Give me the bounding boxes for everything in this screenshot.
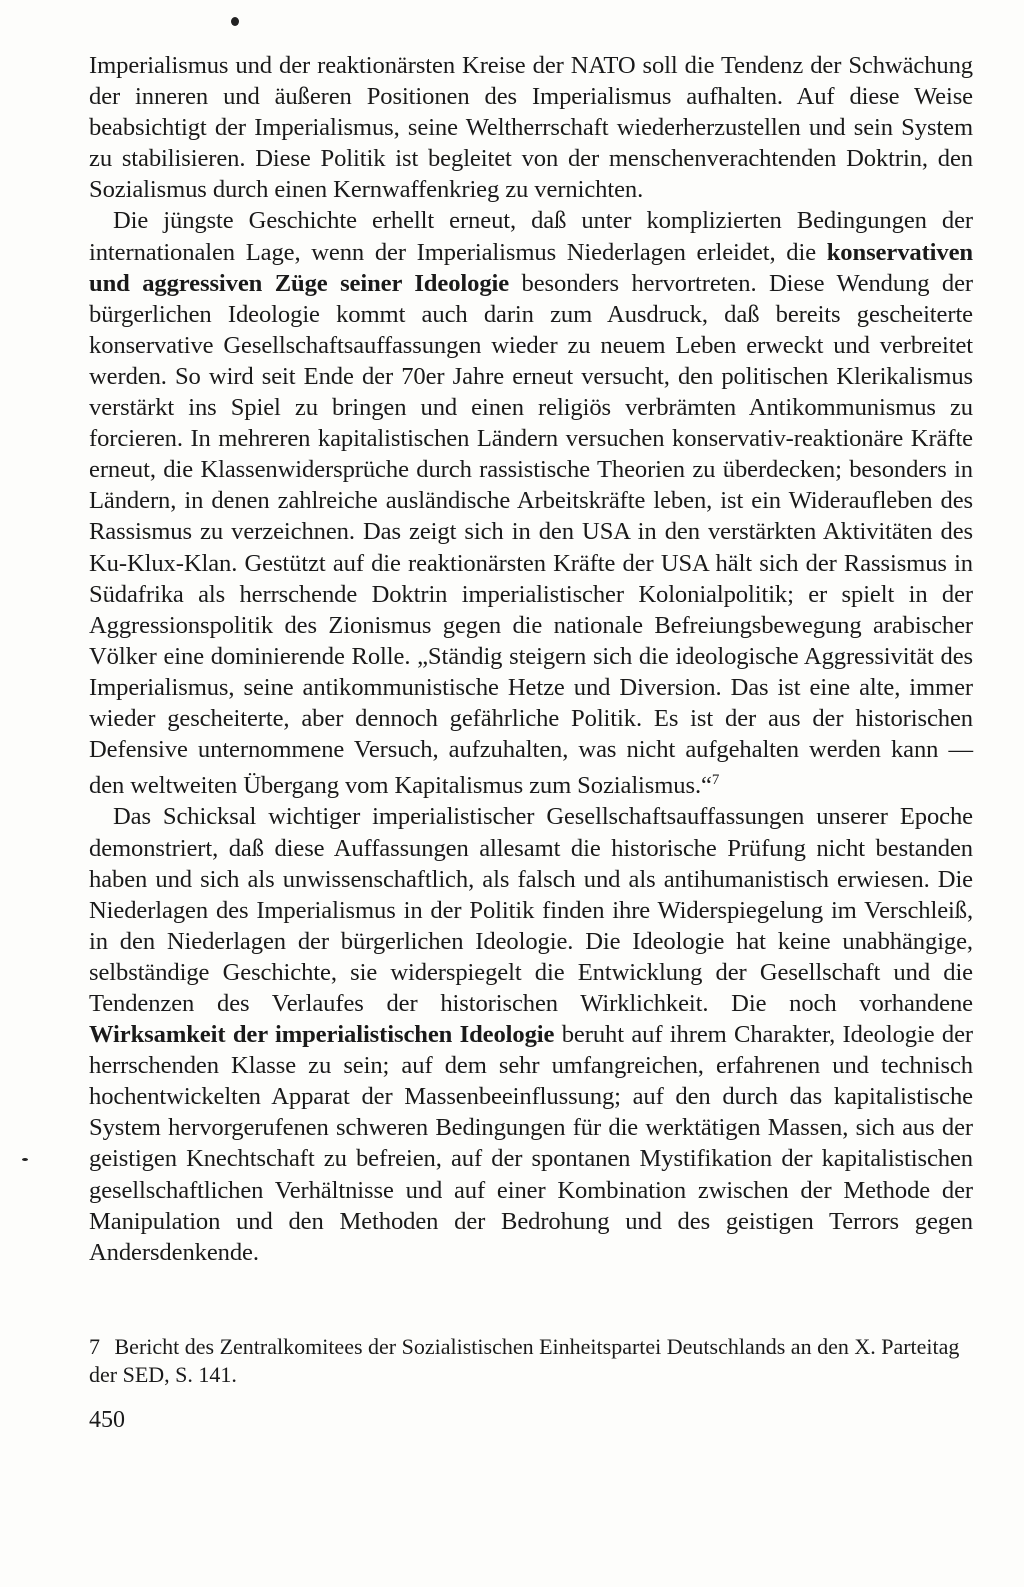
body-text — [89, 50, 973, 1268]
footnote-text: Bericht des Zentralkomitees der Sozialistischen Einheitspartei Deutschlands an den X. Parteitag der SED, S. 141. — [89, 1334, 960, 1387]
paragraph-2-text-a: Die jüngste Geschichte erhellt erneut, daß unter komplizierten Bedingungen der internationalen Lage, wenn der Imperialismus Niederlagen erleidet, die — [89, 207, 973, 266]
footnote-reference: 7 — [711, 772, 720, 789]
emphasis-conservative-aggressive-traits: konservativen und aggressiven Züge seiner Ideologie — [89, 238, 973, 297]
ink-speck — [22, 1158, 28, 1161]
paragraph-3 — [89, 801, 973, 1267]
paragraph-2 — [89, 205, 973, 801]
paragraph-2-text-b: besonders hervortreten. Diese Wendung der bürgerlichen Ideologie kommt auch darin zum Ausdruck, daß bereits gescheiterte konservative Gesellschaftsauffassungen wieder zu neuem Leben erweckt und verbreitet werden. So wird seit Ende der 70er Jahre erneut versucht, den politischen Klerikalismus verstärkt ins Spiel zu bringen und einen religiös verbrämten Antikommunismus zu forcieren. In mehreren kapitalistischen Ländern versuchen konservativ-reaktionäre Kräfte erneut, die Klassenwidersprüche durch rassistische Theorien zu überdecken; besonders in Ländern, in denen zahlreiche ausländische Arbeitskräfte leben, ist ein Wideraufleben des Rassismus zu verzeichnen. Das zeigt sich in den USA in den verstärkten Aktivitäten des Ku-Klux-Klan. Gestützt auf die reaktionärsten Kräfte der USA hält sich der Rassismus in Südafrika als herrschende Doktrin imperialistischer Kolonialpolitik; er spielt in der Aggressionspolitik des Zionismus gegen die nationale Befreiungsbewegung arabischer Völker eine dominierende Rolle. „Ständig steigern sich die ideologische Aggressivität des Imperialismus, seine antikommunistische Hetze und Diversion. Das ist eine alte, immer wieder gescheiterte, aber dennoch gefährliche Politik. Es ist der aus der historischen Defensive unternommene Versuch, aufzuhalten, was nicht aufgehalten werden kann — den weltweiten Übergang vom Kapitalismus zum Sozialismus.“ — [89, 269, 973, 800]
page-number: 450 — [89, 1407, 125, 1433]
paragraph-1-text: Imperialismus und der reaktionärsten Kreise der NATO soll die Tendenz der Schwächung der inneren und äußeren Positionen des Imperialismus aufhalten. Auf diese Weise beabsichtigt der Imperialismus, seine Weltherrschaft wiederherzustellen und sein System zu stabilisieren. Diese Politik ist begleitet von der menschenverachtenden Doktrin, den Sozialismus durch einen Kernwaffenkrieg zu vernichten. — [89, 52, 973, 204]
emphasis-effectiveness-of-ideology: Wirksamkeit der imperialistischen Ideologie — [89, 1021, 555, 1049]
paragraph-3-text-a: Das Schicksal wichtiger imperialistischer Gesellschaftsauffassungen unserer Epoche demonstriert, daß diese Auffassungen allesamt die historische Prüfung nicht bestanden haben und sich als unwissenschaftlich, als falsch und als antihumanistisch erwiesen. Die Niederlagen des Imperialismus in der Politik finden ihre Widerspiegelung im Verschleiß, in den Niederlagen der bürgerlichen Ideologie. Die Ideologie hat keine unabhängige, selbständige Geschichte, sie widerspiegelt die Entwicklung der Gesellschaft und die Tendenzen des Verlaufes der historischen Wirklichkeit. Die noch vorhandene — [89, 803, 973, 1017]
footnote-number: 7 — [89, 1334, 100, 1359]
footnote — [89, 1333, 973, 1389]
paragraph-3-text-b: beruht auf ihrem Charakter, Ideologie der herrschenden Klasse zu sein; auf dem sehr umfangreichen, erfahrenen und technisch hochentwickelten Apparat der Massenbeeinflussung; auf den durch das kapitalistische System hervorgerufenen schweren Bedingungen für die werktätigen Massen, sich aus der geistigen Knechtschaft zu befreien, auf der spontanen Mystifikation der kapitalistischen gesellschaftlichen Verhältnisse und auf einer Kombination zwischen der Methode der Manipulation und den Methoden der Bedrohung und des geistigen Terrors gegen Andersdenkende. — [89, 1021, 973, 1266]
ink-speck — [231, 17, 239, 26]
paragraph-1 — [89, 50, 973, 205]
